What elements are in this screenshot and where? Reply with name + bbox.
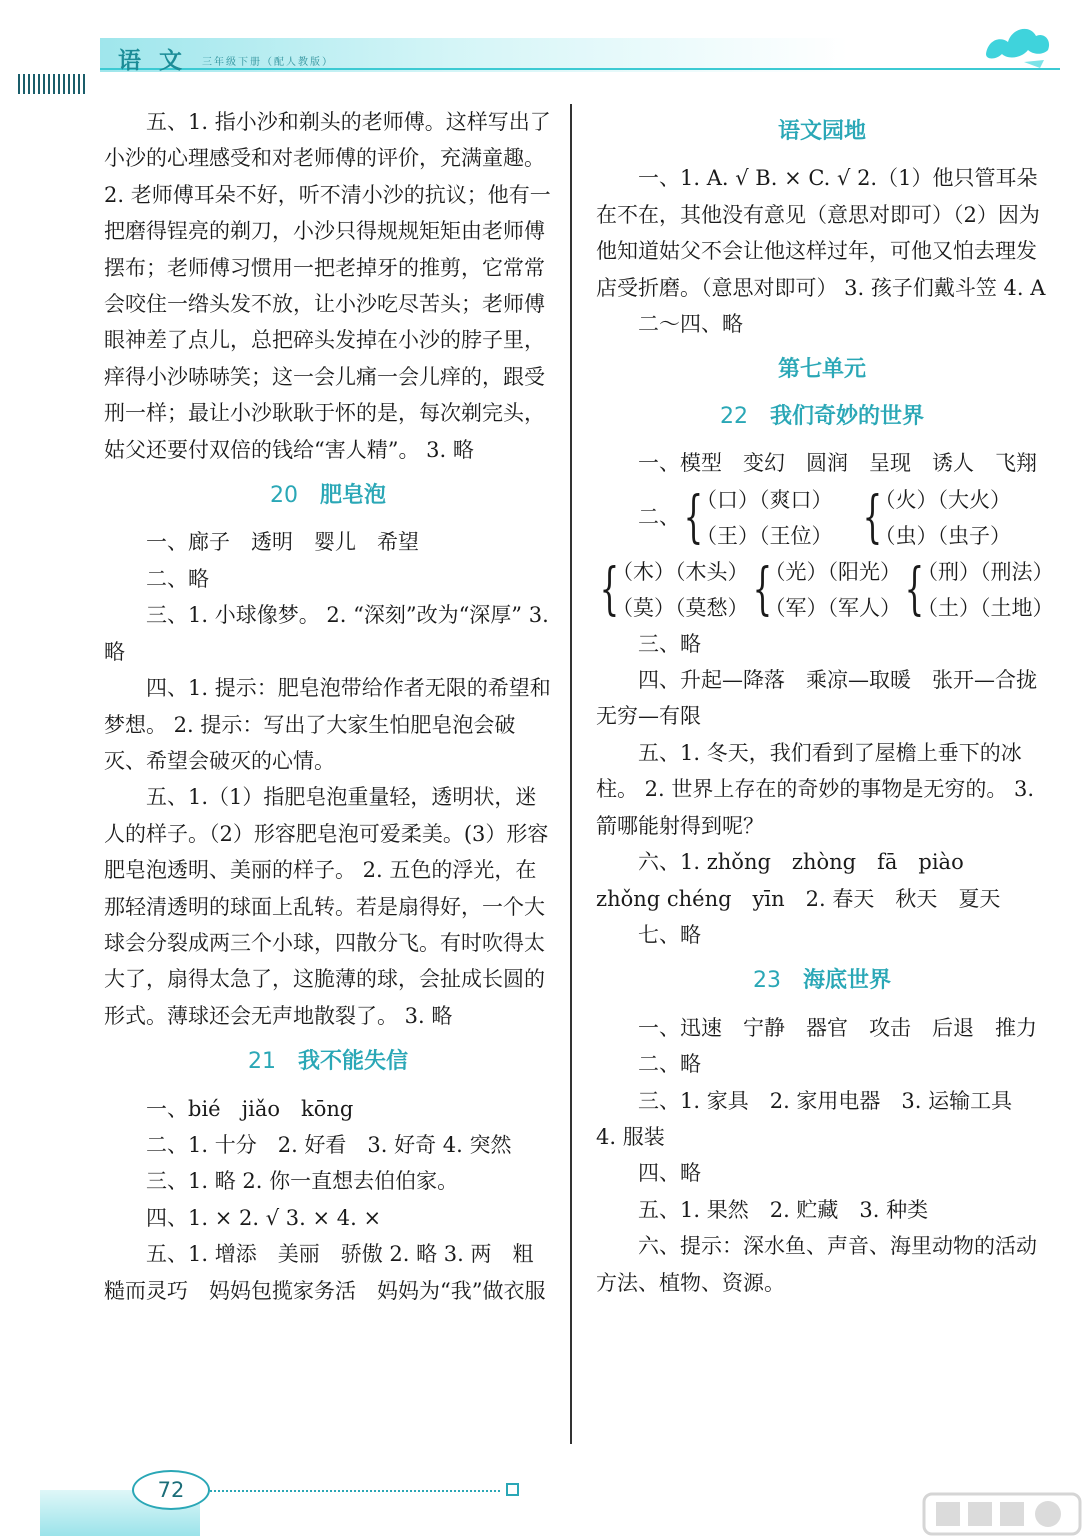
book-subject-title: 语文 xyxy=(118,47,200,74)
book-edition-subtitle: 三年级下册（配人教版） xyxy=(202,57,334,68)
answer-line: 四、略 xyxy=(638,1161,701,1186)
lesson-number: 21 xyxy=(247,1049,276,1075)
answer-line: 一、迅速 宁静 器官 攻击 后退 推力 xyxy=(638,1015,1037,1040)
answer-line: 二、1. 十分 2. 好看 3. 好奇 4. 突然 xyxy=(146,1132,512,1157)
answer-line: 五、1.（1）指肥皂泡重量轻，透明状，迷人的样子。（2）形容肥皂泡可爱柔美。(3）形容肥皂泡透明、美丽的样子。 2. 五色的浮光，在那轻清透明的球面上乱转。若是扇得好，一个大球会分裂成两三个小球，四散分飞。有时吹得太大了，扇得太急了，这脆薄的球，会扯成长圆的形式。薄球还会无声地散裂了。 3. 略 xyxy=(104,785,549,1028)
unit-heading: 第七单元 xyxy=(777,357,866,383)
lesson-heading-22 xyxy=(596,399,1048,435)
answer-line: 四、1. × 2. √ 3. × 4. × xyxy=(146,1205,382,1230)
answer-line: 六、提示：深水鱼、声音、海里动物的活动方法、植物、资源。 xyxy=(596,1234,1037,1295)
group-item: （虫）（虫子） xyxy=(874,523,1011,548)
answer-line: 五、1. 冬天，我们看到了屋檐上垂下的冰柱。 2. 世界上存在的奇妙的事物是无穷的。 3. 箭哪能射得到呢？ xyxy=(596,740,1035,838)
answer-line: 三、略 xyxy=(638,631,701,656)
header-rule xyxy=(100,68,1060,70)
answer-line: 四、升起—降落 乘凉—取暖 张开—合拢 无穷—有限 xyxy=(596,668,1058,729)
question-label: 二、 xyxy=(638,505,680,530)
answer-line: 四、1. 提示：肥皂泡带给作者无限的希望和梦想。 2. 提示：写出了大家生怕肥皂泡会破灭、希望会破灭的心情。 xyxy=(104,676,551,773)
lesson-title: 我们奇妙的世界 xyxy=(769,403,924,429)
answer-line: 三、1. 小球像梦。 2. “深刻”改为“深厚” 3. 略 xyxy=(104,603,549,664)
brace-icon: { xyxy=(862,484,882,550)
answer-line: 一、廊子 透明 婴儿 希望 xyxy=(146,530,419,555)
brace-icon: { xyxy=(904,556,925,622)
right-column xyxy=(596,104,1058,1301)
lesson-heading-20 xyxy=(104,478,552,514)
lesson-number: 23 xyxy=(752,968,781,994)
character-group-row xyxy=(596,554,1054,626)
lesson-title: 我不能失信 xyxy=(297,1049,408,1075)
character-group xyxy=(917,554,1054,626)
group-item: （光）（阳光） xyxy=(764,559,901,584)
answer-line: 三、1. 家具 2. 家用电器 3. 运输工具 4. 服装 xyxy=(596,1088,1034,1149)
answer-paragraph: 五、1. 指小沙和剃头的老师傅。这样写出了小沙的心理感受和对老师傅的评价，充满童趣。 2. 老师傅耳朵不好，听不清小沙的抗议；他有一把磨得锃亮的剃刀，小沙只得规规矩矩由老师傅摆布；老师傅习惯用一把老掉牙的推剪，它常常会咬住一绺头发不放，让小沙吃尽苦头；老师傅眼神差了点儿，总把碎头发掉在小沙的脖子里，痒得小沙哧哧笑；这一会儿痛一会儿痒的，跟受刑一样；最让小沙耿耿于怀的是，每次剃完头，姑父还要付双倍的钱给“害人精”。 3. 略 xyxy=(104,110,551,462)
page-header xyxy=(0,0,1090,100)
header-stripes-decoration xyxy=(18,74,88,94)
group-item: （军）（军人） xyxy=(764,595,901,620)
lesson-title: 肥皂泡 xyxy=(319,483,386,509)
section-heading-garden: 语文园地 xyxy=(777,119,866,144)
cloud-icon xyxy=(982,10,1052,70)
page-number: 72 xyxy=(132,1470,210,1510)
lesson-title: 海底世界 xyxy=(802,968,891,994)
lesson-number: 20 xyxy=(269,483,298,509)
left-column xyxy=(104,104,552,1309)
group-item: （刑）（刑法） xyxy=(917,559,1054,584)
character-group-row xyxy=(596,482,1048,554)
page-footer xyxy=(0,1440,1090,1536)
character-group xyxy=(765,554,902,626)
answer-line: 五、1. 增添 美丽 骄傲 2. 略 3. 两 粗糙而灵巧 妈妈包揽家务活 妈妈为“我”做衣服 xyxy=(104,1242,546,1303)
lesson-number: 22 xyxy=(719,403,748,429)
answer-line: 二、略 xyxy=(146,566,209,591)
group-item: （土）（土地） xyxy=(917,595,1054,620)
lesson-heading-23 xyxy=(596,963,1048,999)
group-item: （火）（大火） xyxy=(874,487,1011,512)
brace-icon: { xyxy=(683,484,704,550)
answer-line: 二、略 xyxy=(638,1052,701,1077)
watermark-logo-icon xyxy=(922,1492,1082,1536)
square-icon xyxy=(506,1483,519,1496)
answer-line: 三、1. 略 2. 你一直想去伯伯家。 xyxy=(146,1169,459,1194)
answer-line: 一、bié jiǎo kōng xyxy=(146,1096,354,1121)
answer-line: 七、略 xyxy=(638,922,701,947)
character-group xyxy=(875,482,1012,554)
column-divider xyxy=(570,104,572,1444)
character-group xyxy=(696,482,833,554)
lesson-heading-21 xyxy=(104,1044,552,1080)
answer-line: 五、1. 果然 2. 贮藏 3. 种类 xyxy=(638,1197,929,1222)
answer-line: 二～四、略 xyxy=(638,312,743,337)
answer-line: 一、1. A. √ B. × C. √ 2.（1）他只管耳朵在不在，其他没有意见（意思对即可）（2）因为他知道姑父不会让他这样过年，可他又怕去理发店受折磨。（意思对即可） 3. 孩子们戴斗笠 4. A xyxy=(596,166,1046,300)
answer-line: 六、1. zhǒng zhòng fā piào zhǒng chéng yīn 2. 春天 秋天 夏天 xyxy=(596,850,1001,911)
answer-line: 一、模型 变幻 圆润 呈现 诱人 飞翔 xyxy=(638,451,1037,476)
brace-icon: { xyxy=(599,556,620,622)
group-item: （王）（王位） xyxy=(696,523,833,548)
footer-dotted-rule xyxy=(210,1490,500,1492)
group-item: （莫）（莫愁） xyxy=(612,595,749,620)
group-item: （木）（木头） xyxy=(612,559,749,584)
group-item: （口）（爽口） xyxy=(696,487,833,512)
character-group xyxy=(612,554,749,626)
brace-icon: { xyxy=(752,556,772,622)
